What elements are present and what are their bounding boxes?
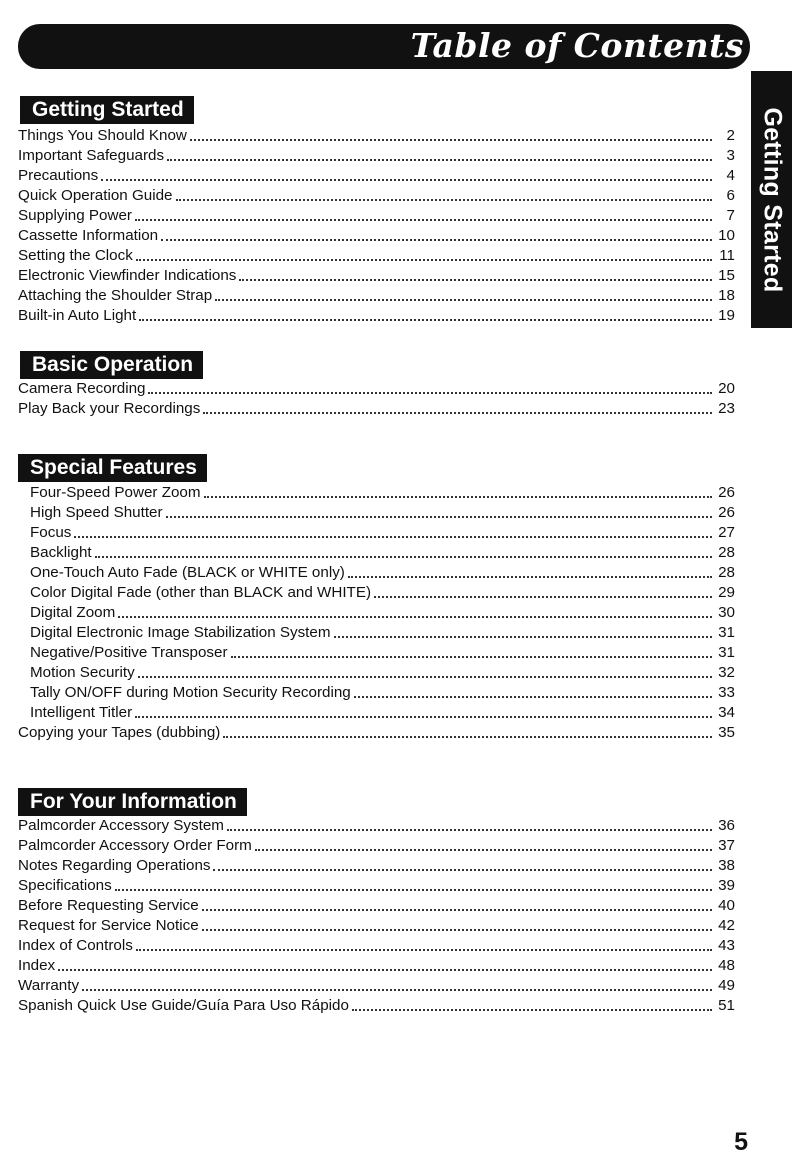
toc-entry[interactable]	[18, 206, 735, 226]
toc-entry[interactable]	[30, 483, 735, 503]
dot-leader	[139, 319, 712, 321]
dot-leader	[148, 392, 712, 394]
toc-entry-page: 38	[718, 857, 735, 874]
toc-entry-page: 23	[718, 400, 735, 417]
dot-leader	[215, 299, 712, 301]
toc-entry[interactable]	[18, 996, 735, 1016]
toc-entry-label: Copying your Tapes (dubbing)	[18, 724, 221, 741]
toc-entry-label: High Speed Shutter	[30, 504, 163, 521]
toc-entry[interactable]	[18, 876, 735, 896]
toc-list-copying	[18, 723, 735, 743]
dot-leader	[167, 159, 712, 161]
dot-leader	[95, 556, 712, 558]
toc-entry[interactable]	[18, 936, 735, 956]
toc-entry-page: 49	[718, 977, 735, 994]
toc-entry-label: Precautions	[18, 167, 99, 184]
toc-entry[interactable]	[18, 723, 735, 743]
toc-entry-label: Four-Speed Power Zoom	[30, 484, 201, 501]
toc-entry-page: 40	[718, 897, 735, 914]
toc-entry[interactable]	[18, 226, 735, 246]
toc-entry[interactable]	[30, 703, 735, 723]
toc-entry-page: 30	[718, 604, 735, 621]
toc-entry-label: Before Requesting Service	[18, 897, 199, 914]
toc-entry-label: Camera Recording	[18, 380, 146, 397]
toc-entry-label: Play Back your Recordings	[18, 400, 201, 417]
dot-leader	[213, 869, 712, 871]
dot-leader	[190, 139, 712, 141]
toc-entry-label: Attaching the Shoulder Strap	[18, 287, 213, 304]
dot-leader	[135, 716, 712, 718]
toc-entry[interactable]	[18, 399, 735, 419]
dot-leader	[239, 279, 712, 281]
toc-entry-page: 10	[718, 227, 735, 244]
dot-leader	[204, 496, 712, 498]
toc-entry-label: Digital Electronic Image Stabilization System	[30, 624, 331, 641]
toc-entry-page: 36	[718, 817, 735, 834]
toc-entry-page: 2	[726, 127, 735, 144]
toc-entry-label: Specifications	[18, 877, 112, 894]
toc-entry-page: 42	[718, 917, 735, 934]
toc-entry[interactable]	[18, 956, 735, 976]
dot-leader	[352, 1009, 712, 1011]
toc-entry-page: 35	[718, 724, 735, 741]
toc-entry[interactable]	[18, 266, 735, 286]
dot-leader	[348, 576, 712, 578]
side-tab-label: Getting Started	[758, 106, 786, 293]
toc-entry-page: 39	[718, 877, 735, 894]
toc-entry[interactable]	[30, 663, 735, 683]
toc-entry[interactable]	[30, 543, 735, 563]
toc-entry-label: Index	[18, 957, 56, 974]
toc-entry[interactable]	[18, 816, 735, 836]
dot-leader	[223, 736, 712, 738]
dot-leader	[101, 179, 712, 181]
dot-leader	[82, 989, 712, 991]
dot-leader	[136, 949, 712, 951]
dot-leader	[255, 849, 712, 851]
toc-entry-label: Palmcorder Accessory System	[18, 817, 224, 834]
toc-entry-page: 28	[718, 564, 735, 581]
toc-entry-page: 3	[726, 147, 735, 164]
toc-entry-page: 26	[718, 484, 735, 501]
toc-entry-page: 31	[718, 624, 735, 641]
title-bar	[18, 24, 750, 69]
toc-entry[interactable]	[18, 286, 735, 306]
toc-entry[interactable]	[30, 583, 735, 603]
toc-entry-page: 4	[726, 167, 735, 184]
toc-entry[interactable]	[18, 856, 735, 876]
toc-entry-label: Electronic Viewfinder Indications	[18, 267, 237, 284]
section-header-special-features: Special Features	[18, 454, 207, 482]
dot-leader	[202, 929, 712, 931]
toc-entry-label: Warranty	[18, 977, 80, 994]
dot-leader	[118, 616, 712, 618]
toc-entry-page: 33	[718, 684, 735, 701]
dot-leader	[231, 656, 712, 658]
dot-leader	[58, 969, 712, 971]
toc-entry[interactable]	[18, 166, 735, 186]
dot-leader	[115, 889, 712, 891]
toc-entry-page: 11	[719, 247, 735, 264]
toc-entry[interactable]	[18, 146, 735, 166]
toc-entry-page: 43	[718, 937, 735, 954]
toc-entry-label: Notes Regarding Operations	[18, 857, 211, 874]
toc-entry-label: Things You Should Know	[18, 127, 187, 144]
toc-entry[interactable]	[30, 623, 735, 643]
toc-entry-page: 15	[718, 267, 735, 284]
dot-leader	[374, 596, 712, 598]
toc-entry[interactable]	[18, 186, 735, 206]
toc-entry-label: Request for Service Notice	[18, 917, 199, 934]
toc-entry-label: Tally ON/OFF during Motion Security Recording	[30, 684, 351, 701]
toc-entry-page: 27	[718, 524, 735, 541]
toc-list-basic-operation	[18, 379, 735, 419]
toc-entry[interactable]	[30, 523, 735, 543]
toc-entry-page: 37	[718, 837, 735, 854]
toc-entry-page: 31	[718, 644, 735, 661]
toc-entry-page: 6	[726, 187, 735, 204]
toc-entry-label: Setting the Clock	[18, 247, 133, 264]
toc-entry-label: Backlight	[30, 544, 92, 561]
toc-entry-page: 34	[718, 704, 735, 721]
toc-entry-page: 48	[718, 957, 735, 974]
toc-entry[interactable]	[18, 836, 735, 856]
toc-entry-label: Negative/Positive Transposer	[30, 644, 228, 661]
toc-entry-label: Cassette Information	[18, 227, 159, 244]
section-header-getting-started: Getting Started	[20, 96, 194, 124]
toc-entry-label: Intelligent Titler	[30, 704, 133, 721]
toc-entry[interactable]	[18, 379, 735, 399]
toc-entry-label: Digital Zoom	[30, 604, 116, 621]
toc-entry-page: 18	[718, 287, 735, 304]
toc-entry-label: Color Digital Fade (other than BLACK and WHITE)	[30, 584, 372, 601]
dot-leader	[227, 829, 712, 831]
toc-entry[interactable]	[18, 306, 735, 326]
toc-entry[interactable]	[30, 683, 735, 703]
toc-entry-page: 7	[726, 207, 735, 224]
toc-entry-page: 51	[718, 997, 735, 1014]
dot-leader	[74, 536, 712, 538]
toc-entry-label: Quick Operation Guide	[18, 187, 173, 204]
toc-entry-label: Spanish Quick Use Guide/Guía Para Uso Rápido	[18, 997, 349, 1014]
side-tab	[751, 71, 792, 328]
toc-entry-page: 28	[718, 544, 735, 561]
toc-entry-page: 26	[718, 504, 735, 521]
page-title: Table of Contents	[410, 26, 744, 65]
dot-leader	[136, 259, 712, 261]
toc-entry-label: One-Touch Auto Fade (BLACK or WHITE only)	[30, 564, 345, 581]
toc-entry-page: 32	[718, 664, 735, 681]
toc-entry-label: Index of Controls	[18, 937, 133, 954]
dot-leader	[176, 199, 713, 201]
toc-entry[interactable]	[30, 643, 735, 663]
toc-list-special-features	[30, 483, 735, 723]
dot-leader	[334, 636, 712, 638]
toc-entry-label: Motion Security	[30, 664, 135, 681]
dot-leader	[354, 696, 712, 698]
toc-entry-label: Palmcorder Accessory Order Form	[18, 837, 252, 854]
toc-entry[interactable]	[18, 916, 735, 936]
dot-leader	[135, 219, 712, 221]
toc-entry[interactable]	[18, 126, 735, 146]
toc-entry[interactable]	[30, 503, 735, 523]
toc-list-getting-started	[18, 126, 735, 326]
toc-list-for-your-information	[18, 816, 735, 1016]
section-header-for-your-information: For Your Information	[18, 788, 247, 816]
page-number: 5	[734, 1128, 748, 1156]
dot-leader	[202, 909, 712, 911]
toc-entry[interactable]	[30, 563, 735, 583]
section-header-basic-operation: Basic Operation	[20, 351, 203, 379]
toc-entry[interactable]	[18, 976, 735, 996]
toc-entry-label: Supplying Power	[18, 207, 132, 224]
toc-entry[interactable]	[18, 896, 735, 916]
dot-leader	[138, 676, 712, 678]
toc-entry-label: Built-in Auto Light	[18, 307, 137, 324]
toc-entry[interactable]	[30, 603, 735, 623]
dot-leader	[161, 239, 712, 241]
toc-entry[interactable]	[18, 246, 735, 266]
toc-entry-label: Focus	[30, 524, 72, 541]
toc-entry-page: 29	[718, 584, 735, 601]
dot-leader	[166, 516, 712, 518]
toc-entry-page: 20	[718, 380, 735, 397]
toc-entry-label: Important Safeguards	[18, 147, 165, 164]
dot-leader	[203, 412, 712, 414]
toc-entry-page: 19	[718, 307, 735, 324]
